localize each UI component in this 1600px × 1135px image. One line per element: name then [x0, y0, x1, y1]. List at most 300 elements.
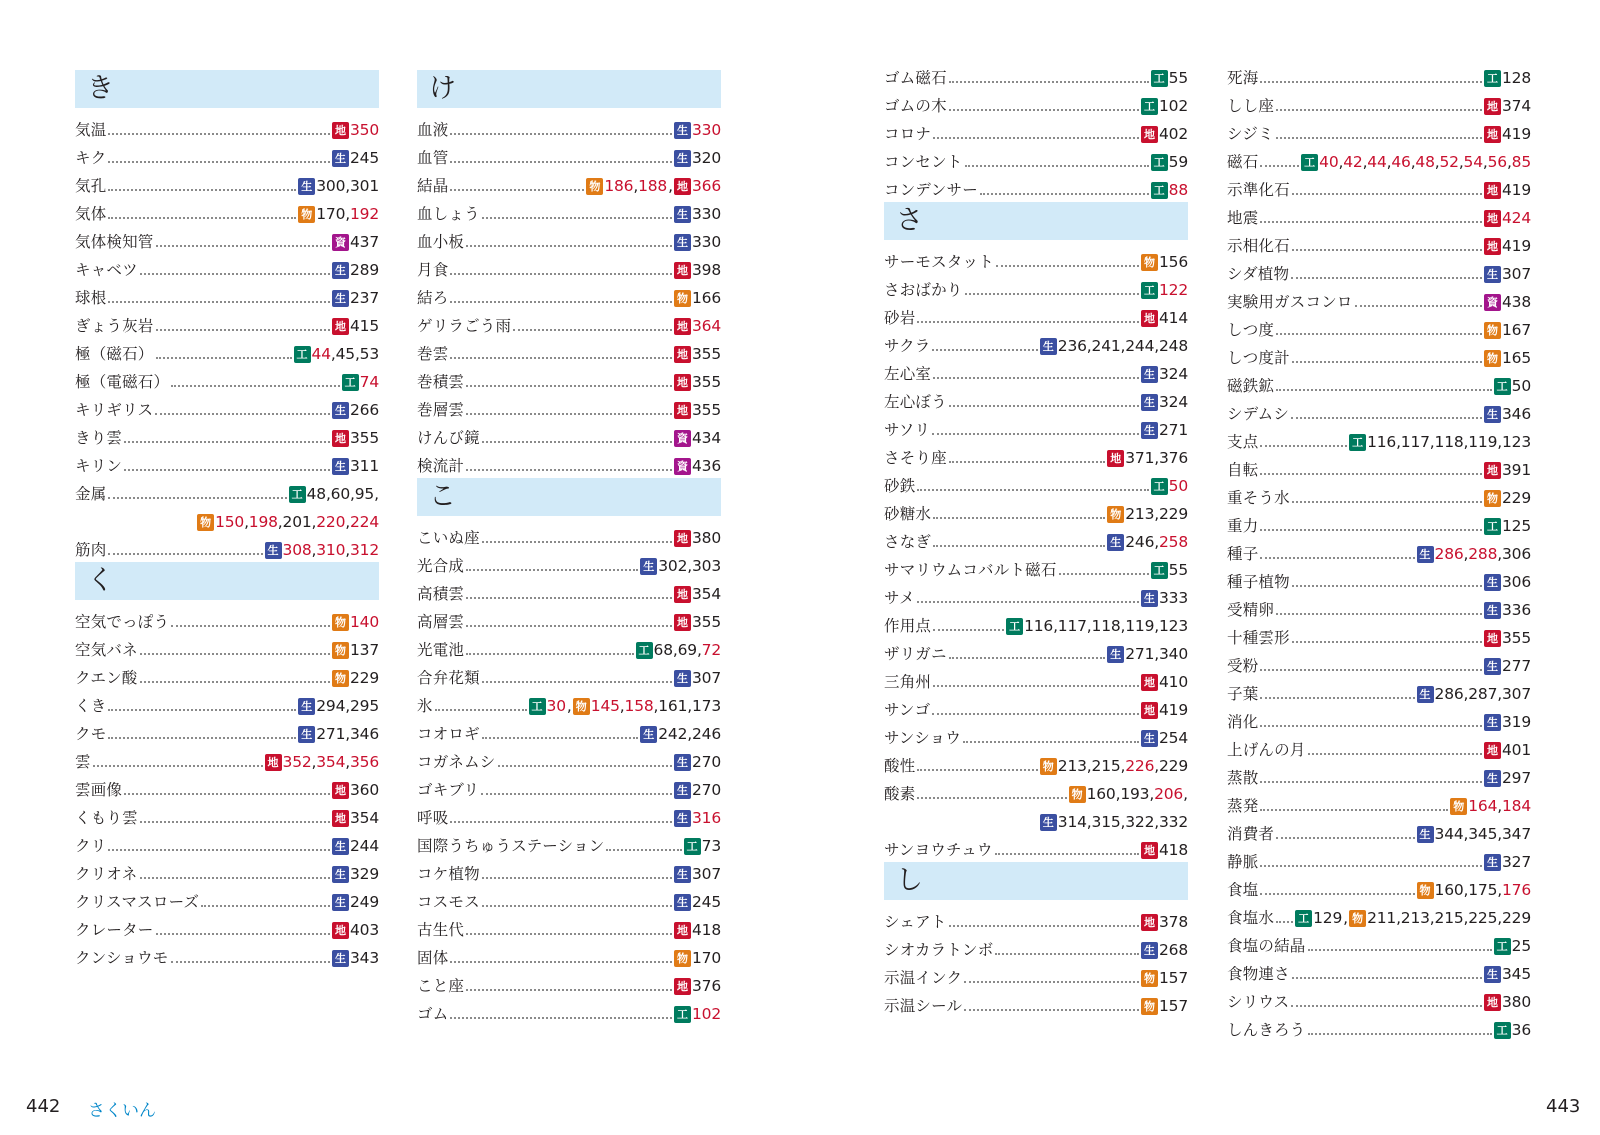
dot-leader [1276, 612, 1482, 615]
index-entry [75, 338, 379, 366]
subject-badge: 地 [1484, 630, 1501, 647]
subject-reference [298, 696, 379, 716]
page-number[interactable]: 192 [350, 205, 379, 223]
subject-reference [674, 400, 721, 420]
page-number[interactable]: 156 [1159, 253, 1188, 271]
page-number[interactable]: 119 [1125, 617, 1155, 635]
page-number[interactable]: 145 [590, 697, 620, 715]
page-number[interactable]: 354 [350, 809, 379, 827]
page-number[interactable]: 229 [1502, 489, 1531, 507]
page-number[interactable]: 330 [692, 233, 721, 251]
page-number[interactable]: 74 [359, 373, 379, 391]
page-number[interactable]: 42 [1343, 153, 1363, 171]
index-entry [75, 394, 379, 422]
page-numbers [307, 484, 374, 504]
page-number[interactable]: 167 [1502, 321, 1531, 339]
subject-badge: 地 [332, 122, 349, 139]
index-term: クエン酸 [75, 669, 138, 687]
page-number[interactable]: 289 [350, 261, 379, 279]
page-number[interactable]: 150 [215, 513, 245, 531]
page-number[interactable]: 302 [658, 557, 688, 575]
subject-badge: 地 [674, 614, 691, 631]
page-number[interactable]: 246 [692, 725, 721, 743]
page-number[interactable]: 258 [1159, 533, 1188, 551]
subject-reference [674, 808, 721, 828]
page-number[interactable]: 215 [1091, 757, 1121, 775]
page-number[interactable]: 40 [1319, 153, 1339, 171]
page-number[interactable]: 268 [1159, 941, 1188, 959]
page-references [1040, 812, 1188, 832]
page-number[interactable]: 102 [692, 1005, 721, 1023]
page-number[interactable]: 287 [1468, 685, 1498, 703]
subject-badge: 生 [1107, 646, 1124, 663]
page-number[interactable]: 314 [1057, 813, 1087, 831]
page-number[interactable]: 332 [1159, 813, 1188, 831]
page-number[interactable]: 122 [1159, 281, 1188, 299]
page-number[interactable]: 360 [350, 781, 379, 799]
page-number[interactable]: 129 [1313, 909, 1343, 927]
page-number[interactable]: 50 [1511, 377, 1531, 395]
page-number[interactable]: 310 [316, 541, 346, 559]
page-number[interactable]: 374 [1502, 97, 1531, 115]
index-term: 高層雲 [417, 613, 465, 631]
index-entry [75, 422, 379, 450]
page-number[interactable]: 117 [1400, 433, 1430, 451]
page-number[interactable]: 184 [1502, 797, 1531, 815]
subject-reference [1141, 968, 1188, 988]
page-number[interactable]: 246 [1125, 533, 1155, 551]
page-number[interactable]: 55 [1168, 69, 1188, 87]
page-number[interactable]: 320 [692, 149, 721, 167]
page-number[interactable]: 355 [692, 373, 721, 391]
page-number[interactable]: 380 [692, 529, 721, 547]
section-heading [417, 70, 721, 108]
page-number[interactable]: 164 [1468, 797, 1498, 815]
page-number[interactable]: 213 [1057, 757, 1087, 775]
page-number[interactable]: 346 [350, 725, 379, 743]
page-references [1141, 124, 1188, 144]
page-number[interactable]: 329 [350, 865, 379, 883]
page-number[interactable]: 45 [335, 345, 355, 363]
page-number[interactable]: 95 [354, 485, 375, 503]
page-number[interactable]: 327 [1502, 853, 1531, 871]
page-references [1494, 376, 1531, 396]
page-number[interactable]: 116 [1367, 433, 1397, 451]
page-number[interactable]: 245 [350, 149, 379, 167]
page-number[interactable]: 277 [1502, 657, 1531, 675]
page-number[interactable]: 346 [1502, 405, 1531, 423]
subject-reference [1040, 812, 1188, 832]
page-references [265, 540, 379, 560]
page-number[interactable]: 201 [282, 513, 312, 531]
page-number[interactable]: 398 [692, 261, 721, 279]
page-number[interactable]: 25 [1511, 937, 1531, 955]
dot-leader [933, 628, 1004, 631]
page-number[interactable]: 72 [701, 641, 721, 659]
section-heading-kana: し [896, 865, 923, 896]
page-number[interactable]: 366 [692, 177, 721, 195]
page-number[interactable]: 330 [692, 205, 721, 223]
page-number[interactable]: 46 [1391, 153, 1411, 171]
subject-reference [332, 612, 379, 632]
page-number[interactable]: 44 [311, 345, 331, 363]
page-number[interactable]: 166 [692, 289, 721, 307]
page-number[interactable]: 229 [1159, 757, 1188, 775]
page-separator: , [687, 557, 692, 575]
dot-leader [1059, 572, 1149, 575]
page-separator: , [311, 513, 317, 531]
page-number[interactable]: 30 [546, 697, 566, 715]
page-number[interactable]: 286 [1434, 545, 1464, 563]
page-number[interactable]: 414 [1159, 309, 1188, 327]
page-separator: , [311, 541, 317, 559]
page-number[interactable]: 213 [1400, 909, 1430, 927]
page-number[interactable]: 306 [1502, 545, 1531, 563]
page-number[interactable]: 271 [316, 725, 346, 743]
page-number[interactable]: 376 [1159, 449, 1188, 467]
page-number[interactable]: 88 [1168, 181, 1188, 199]
page-number[interactable]: 345 [1502, 965, 1531, 983]
page-number[interactable]: 254 [1159, 729, 1188, 747]
page-references [1151, 68, 1188, 88]
page-number[interactable]: 378 [1159, 913, 1188, 931]
page-references [265, 752, 379, 772]
page-number[interactable]: 123 [1159, 617, 1188, 635]
page-number[interactable]: 55 [1168, 561, 1188, 579]
page-number[interactable]: 355 [692, 401, 721, 419]
page-references [636, 640, 721, 660]
subject-reference [265, 540, 379, 560]
dot-leader [450, 160, 672, 163]
index-term: 気体検知管 [75, 233, 154, 251]
page-number[interactable]: 198 [248, 513, 278, 531]
page-number[interactable]: 69 [677, 641, 697, 659]
page-number[interactable]: 165 [1502, 349, 1531, 367]
page-number[interactable]: 186 [604, 177, 634, 195]
page-number[interactable]: 333 [1159, 589, 1188, 607]
page-number[interactable]: 128 [1502, 69, 1531, 87]
page-number[interactable]: 352 [282, 753, 312, 771]
dot-leader [466, 596, 672, 599]
page-number[interactable]: 356 [350, 753, 379, 771]
page-number[interactable]: 311 [350, 457, 379, 475]
page-number[interactable]: 402 [1159, 125, 1188, 143]
page-number[interactable]: 343 [350, 949, 379, 967]
page-references [674, 344, 721, 364]
page-number[interactable]: 300 [316, 177, 346, 195]
page-number[interactable]: 419 [1502, 181, 1531, 199]
page-numbers [1159, 840, 1188, 860]
page-number[interactable]: 355 [350, 429, 379, 447]
page-number[interactable]: 270 [692, 781, 721, 799]
page-number[interactable]: 380 [1502, 993, 1531, 1011]
page-numbers [350, 612, 379, 632]
page-number[interactable]: 160 [1434, 881, 1464, 899]
page-number[interactable]: 419 [1502, 237, 1531, 255]
page-number[interactable]: 419 [1159, 701, 1188, 719]
page-number[interactable]: 206 [1154, 785, 1184, 803]
page-number[interactable]: 364 [692, 317, 721, 335]
page-numbers [692, 668, 721, 688]
page-number[interactable]: 52 [1439, 153, 1459, 171]
page-number[interactable]: 307 [1502, 685, 1531, 703]
page-number[interactable]: 125 [1502, 517, 1531, 535]
index-term: 支点 [1227, 433, 1259, 451]
page-references [1295, 908, 1531, 928]
dot-leader [917, 796, 1066, 799]
page-number[interactable]: 303 [692, 557, 721, 575]
index-term: 結ろ [417, 289, 449, 307]
page-number[interactable]: 306 [1502, 573, 1531, 591]
dot-leader [1292, 640, 1482, 643]
page-number[interactable]: 116 [1024, 617, 1054, 635]
dot-leader [1292, 976, 1482, 979]
page-number[interactable]: 68 [653, 641, 673, 659]
dot-leader [450, 132, 672, 135]
page-number[interactable]: 418 [692, 921, 721, 939]
page-number[interactable]: 85 [1511, 153, 1531, 171]
page-number[interactable]: 220 [316, 513, 346, 531]
page-number[interactable]: 48 [306, 485, 326, 503]
index-term: 氷 [417, 697, 433, 715]
page-number[interactable]: 60 [330, 485, 350, 503]
page-number[interactable]: 170 [316, 205, 346, 223]
page-number[interactable]: 137 [350, 641, 379, 659]
page-number[interactable]: 324 [1159, 365, 1188, 383]
subject-reference [674, 148, 721, 168]
page-number[interactable]: 347 [1502, 825, 1531, 843]
page-number[interactable]: 236 [1057, 337, 1087, 355]
page-number[interactable]: 371 [1125, 449, 1155, 467]
dot-leader [140, 876, 331, 879]
page-number[interactable]: 410 [1159, 673, 1188, 691]
page-number[interactable]: 211 [1367, 909, 1397, 927]
subject-badge: 生 [265, 542, 282, 559]
page-number[interactable]: 157 [1159, 969, 1188, 987]
subject-badge: 地 [1484, 742, 1501, 759]
page-numbers [350, 864, 379, 884]
page-number[interactable]: 307 [692, 669, 721, 687]
index-entry [884, 526, 1188, 554]
page-numbers [1502, 852, 1531, 872]
page-numbers [1502, 236, 1531, 256]
page-number[interactable]: 319 [1502, 713, 1531, 731]
page-number[interactable]: 161 [658, 697, 688, 715]
page-number[interactable]: 229 [1159, 505, 1188, 523]
index-entry [75, 114, 379, 142]
page-number[interactable]: 175 [1468, 881, 1498, 899]
subject-badge: 工 [1151, 154, 1168, 171]
page-number[interactable]: 102 [1159, 97, 1188, 115]
page-number[interactable]: 307 [1502, 265, 1531, 283]
page-references [1141, 280, 1188, 300]
dot-leader [108, 708, 296, 711]
page-number[interactable]: 315 [1091, 813, 1121, 831]
page-number[interactable]: 157 [1159, 997, 1188, 1015]
page-references [289, 484, 379, 504]
page-number[interactable]: 54 [1463, 153, 1483, 171]
page-separator: , [1115, 785, 1121, 803]
page-number[interactable]: 123 [1502, 433, 1531, 451]
page-number[interactable]: 345 [1468, 825, 1498, 843]
page-number[interactable]: 344 [1434, 825, 1464, 843]
index-term: クンショウモ [75, 949, 169, 967]
page-number[interactable]: 173 [692, 697, 721, 715]
dot-leader [171, 624, 330, 627]
page-number[interactable]: 50 [1168, 477, 1188, 495]
page-number[interactable]: 117 [1057, 617, 1087, 635]
page-numbers [1502, 68, 1531, 88]
page-number[interactable]: 118 [1091, 617, 1121, 635]
page-number[interactable]: 418 [1159, 841, 1188, 859]
subject-badge: 工 [1301, 154, 1318, 171]
page-number[interactable]: 355 [692, 613, 721, 631]
page-number[interactable]: 158 [624, 697, 654, 715]
page-number[interactable]: 36 [1511, 1021, 1531, 1039]
index-term: シオカラトンボ [884, 941, 994, 959]
page-number[interactable]: 419 [1502, 125, 1531, 143]
page-number[interactable]: 312 [350, 541, 379, 559]
page-number[interactable]: 354 [316, 753, 346, 771]
index-term: クリ [75, 837, 107, 855]
page-separator: , [1120, 337, 1126, 355]
subject-reference [332, 640, 379, 660]
index-term: 巻雲 [417, 345, 449, 363]
page-number[interactable]: 403 [350, 921, 379, 939]
dot-leader [1260, 556, 1414, 559]
page-number[interactable]: 288 [1468, 545, 1498, 563]
page-references [1484, 348, 1531, 368]
page-number[interactable]: 119 [1468, 433, 1498, 451]
page-number[interactable]: 48 [1415, 153, 1435, 171]
page-number[interactable]: 244 [350, 837, 379, 855]
page-number[interactable]: 401 [1502, 741, 1531, 759]
page-references [1141, 912, 1188, 932]
page-numbers [1125, 532, 1188, 552]
subject-reference [1141, 700, 1188, 720]
page-number[interactable]: 350 [350, 121, 379, 139]
page-references [298, 696, 379, 716]
page-references [332, 120, 379, 140]
page-number[interactable]: 295 [350, 697, 379, 715]
page-number[interactable]: 224 [350, 513, 379, 531]
page-number[interactable]: 248 [1159, 337, 1188, 355]
page-number[interactable]: 271 [1125, 645, 1155, 663]
page-number[interactable]: 354 [692, 585, 721, 603]
subject-badge: 生 [674, 234, 691, 251]
page-numbers [350, 232, 379, 252]
page-number[interactable]: 330 [692, 121, 721, 139]
subject-reference [674, 120, 721, 140]
page-number[interactable]: 215 [1434, 909, 1464, 927]
page-number[interactable]: 225 [1468, 909, 1498, 927]
page-number[interactable]: 308 [282, 541, 312, 559]
page-number[interactable]: 355 [692, 345, 721, 363]
index-term: 筋肉 [75, 541, 107, 559]
page-number[interactable]: 340 [1159, 645, 1188, 663]
page-number[interactable]: 226 [1125, 757, 1155, 775]
page-number[interactable]: 241 [1091, 337, 1121, 355]
index-entry [884, 778, 1188, 806]
page-number[interactable]: 229 [350, 669, 379, 687]
page-number[interactable]: 376 [692, 977, 721, 995]
index-term: 死海 [1227, 69, 1259, 87]
page-numbers [1159, 392, 1188, 412]
subject-reference [1040, 336, 1188, 356]
page-number[interactable]: 118 [1434, 433, 1464, 451]
page-number[interactable]: 322 [1125, 813, 1155, 831]
page-number[interactable]: 170 [692, 949, 721, 967]
page-number[interactable]: 336 [1502, 601, 1531, 619]
page-number[interactable]: 391 [1502, 461, 1531, 479]
page-number[interactable]: 229 [1502, 909, 1531, 927]
page-number[interactable]: 44 [1367, 153, 1387, 171]
index-entry [1227, 958, 1531, 986]
index-entry [884, 118, 1188, 146]
subject-reference [342, 372, 379, 392]
page-number[interactable]: 59 [1168, 153, 1188, 171]
page-number[interactable]: 242 [658, 725, 688, 743]
page-number[interactable]: 438 [1502, 293, 1531, 311]
page-number[interactable]: 297 [1502, 769, 1531, 787]
page-number[interactable]: 213 [1125, 505, 1155, 523]
page-numbers [1502, 124, 1531, 144]
page-number[interactable]: 434 [692, 429, 721, 447]
page-references [332, 864, 379, 884]
page-number[interactable]: 270 [692, 753, 721, 771]
page-number[interactable]: 424 [1502, 209, 1531, 227]
index-term: 雲 [75, 753, 91, 771]
subject-badge: 地 [332, 782, 349, 799]
page-number[interactable]: 56 [1487, 153, 1507, 171]
subject-reference [1349, 432, 1531, 452]
subject-badge: 工 [1151, 70, 1168, 87]
page-number[interactable]: 249 [350, 893, 379, 911]
page-number[interactable]: 244 [1125, 337, 1155, 355]
page-number[interactable]: 294 [316, 697, 346, 715]
page-number[interactable]: 193 [1120, 785, 1150, 803]
page-number[interactable]: 53 [359, 345, 379, 363]
page-number[interactable]: 271 [1159, 421, 1188, 439]
page-number[interactable]: 286 [1434, 685, 1464, 703]
page-numbers [1159, 280, 1188, 300]
page-number[interactable]: 266 [350, 401, 379, 419]
page-number[interactable]: 355 [1502, 629, 1531, 647]
page-number[interactable]: 237 [350, 289, 379, 307]
page-number[interactable]: 73 [701, 837, 721, 855]
index-entry [884, 666, 1188, 694]
page-number[interactable]: 436 [692, 457, 721, 475]
page-number[interactable]: 176 [1502, 881, 1531, 899]
page-number[interactable]: 307 [692, 865, 721, 883]
page-references [1417, 824, 1531, 844]
page-number[interactable]: 316 [692, 809, 721, 827]
page-number[interactable]: 140 [350, 613, 379, 631]
page-number[interactable]: 437 [350, 233, 379, 251]
index-entry [884, 962, 1188, 990]
page-references [1151, 476, 1188, 496]
dot-leader [1355, 304, 1482, 307]
page-number[interactable]: 324 [1159, 393, 1188, 411]
page-number[interactable]: 415 [350, 317, 379, 335]
page-numbers [1502, 656, 1531, 676]
subject-reference [674, 612, 721, 632]
page-number[interactable]: 301 [350, 177, 379, 195]
page-number[interactable]: 245 [692, 893, 721, 911]
page-number[interactable]: 188 [638, 177, 668, 195]
index-entry [75, 254, 379, 282]
page-number[interactable]: 160 [1086, 785, 1116, 803]
